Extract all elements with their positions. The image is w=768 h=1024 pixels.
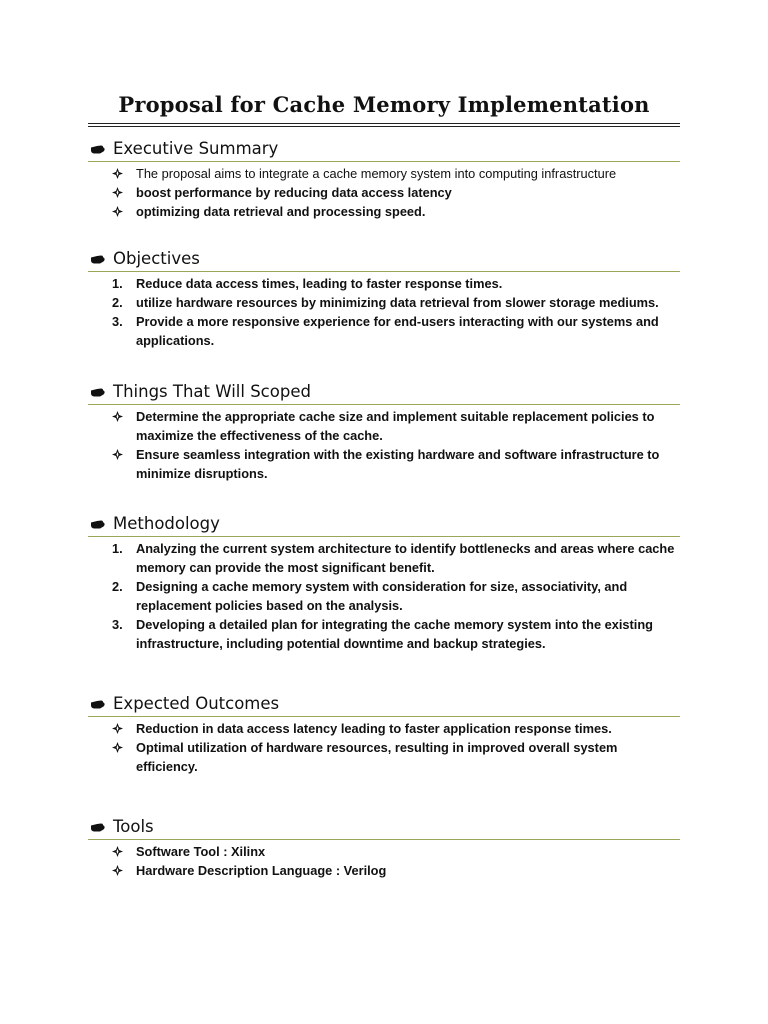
- title-double-rule: [88, 123, 680, 127]
- section-executive-summary: [88, 137, 680, 221]
- list-item-text: Software Tool : Xilinx: [136, 844, 266, 859]
- section-heading-text: Expected Outcomes: [113, 694, 280, 713]
- list-item-text: Determine the appropriate cache size and implement suitable replacement policies to maximize the effectiveness of the cache.: [136, 409, 655, 443]
- section-methodology: [88, 512, 680, 653]
- bullet-list: [88, 719, 680, 776]
- list-item: [88, 719, 680, 738]
- list-item-text: Ensure seamless integration with the existing hardware and software infrastructure to minimize disruptions.: [136, 447, 660, 481]
- section-heading: [88, 380, 680, 404]
- list-item: [88, 164, 680, 183]
- list-item-text: optimizing data retrieval and processing speed.: [136, 204, 426, 219]
- section-heading: [88, 692, 680, 716]
- section-heading: [88, 512, 680, 536]
- list-item-text: The proposal aims to integrate a cache memory system into computing infrastructure: [136, 166, 617, 181]
- section-expected-outcomes: [88, 692, 680, 776]
- pointing-hand-icon: [91, 255, 105, 264]
- list-item: [88, 183, 680, 202]
- list-item: [88, 861, 680, 880]
- list-item: [88, 539, 680, 577]
- section-objectives: [88, 247, 680, 350]
- list-number: 1.: [112, 276, 123, 291]
- list-item-text: Optimal utilization of hardware resources, resulting in improved overall system efficiency.: [136, 740, 618, 774]
- list-item: [88, 407, 680, 445]
- list-item-text: Developing a detailed plan for integrating the cache memory system into the existing infrastructure, including potential downtime and backup strategies.: [136, 617, 653, 651]
- list-item: [88, 202, 680, 221]
- section-heading-rule: [88, 716, 680, 717]
- list-item-text: Hardware Description Language : Verilog: [136, 863, 387, 878]
- section-heading-rule: [88, 839, 680, 840]
- section-heading: [88, 137, 680, 161]
- section-heading-text: Objectives: [113, 249, 200, 268]
- section-heading-text: Methodology: [113, 514, 220, 533]
- pointing-hand-icon: [91, 388, 105, 397]
- section-scope: [88, 380, 680, 483]
- section-heading-rule: [88, 536, 680, 537]
- section-heading: [88, 815, 680, 839]
- list-number: 1.: [112, 541, 123, 556]
- bullet-list: [88, 164, 680, 221]
- list-number: 2.: [112, 295, 123, 310]
- pointing-hand-icon: [91, 145, 105, 154]
- list-item-text: boost performance by reducing data access latency: [136, 185, 452, 200]
- list-item: [88, 738, 680, 776]
- list-item: [88, 274, 680, 293]
- pointing-hand-icon: [91, 520, 105, 529]
- section-heading-text: Executive Summary: [113, 139, 279, 158]
- list-item: [88, 312, 680, 350]
- list-item: [88, 842, 680, 861]
- list-item-text: utilize hardware resources by minimizing data retrieval from slower storage mediums.: [136, 295, 659, 310]
- list-number: 3.: [112, 617, 123, 632]
- pointing-hand-icon: [91, 700, 105, 709]
- numbered-list: [88, 274, 680, 350]
- section-heading-text: Things That Will Scoped: [113, 382, 311, 401]
- numbered-list: [88, 539, 680, 653]
- list-item-text: Reduction in data access latency leading to faster application response times.: [136, 721, 612, 736]
- list-item-text: Analyzing the current system architecture to identify bottlenecks and areas where cache memory can provide the most significant benefit.: [136, 541, 675, 575]
- bullet-list: [88, 842, 680, 880]
- list-item: [88, 445, 680, 483]
- section-heading: [88, 247, 680, 271]
- list-number: 3.: [112, 314, 123, 329]
- section-tools: [88, 815, 680, 880]
- list-item: [88, 293, 680, 312]
- bullet-list: [88, 407, 680, 483]
- section-heading-text: Tools: [113, 817, 154, 836]
- list-item-text: Reduce data access times, leading to faster response times.: [136, 276, 503, 291]
- section-heading-rule: [88, 161, 680, 162]
- pointing-hand-icon: [91, 823, 105, 832]
- list-item-text: Provide a more responsive experience for end-users interacting with our systems and applications.: [136, 314, 659, 348]
- list-number: 2.: [112, 579, 123, 594]
- section-heading-rule: [88, 404, 680, 405]
- list-item-text: Designing a cache memory system with consideration for size, associativity, and replacement policies based on the analysis.: [136, 579, 628, 613]
- list-item: [88, 615, 680, 653]
- list-item: [88, 577, 680, 615]
- section-heading-rule: [88, 271, 680, 272]
- document-title: Proposal for Cache Memory Implementation: [118, 92, 650, 117]
